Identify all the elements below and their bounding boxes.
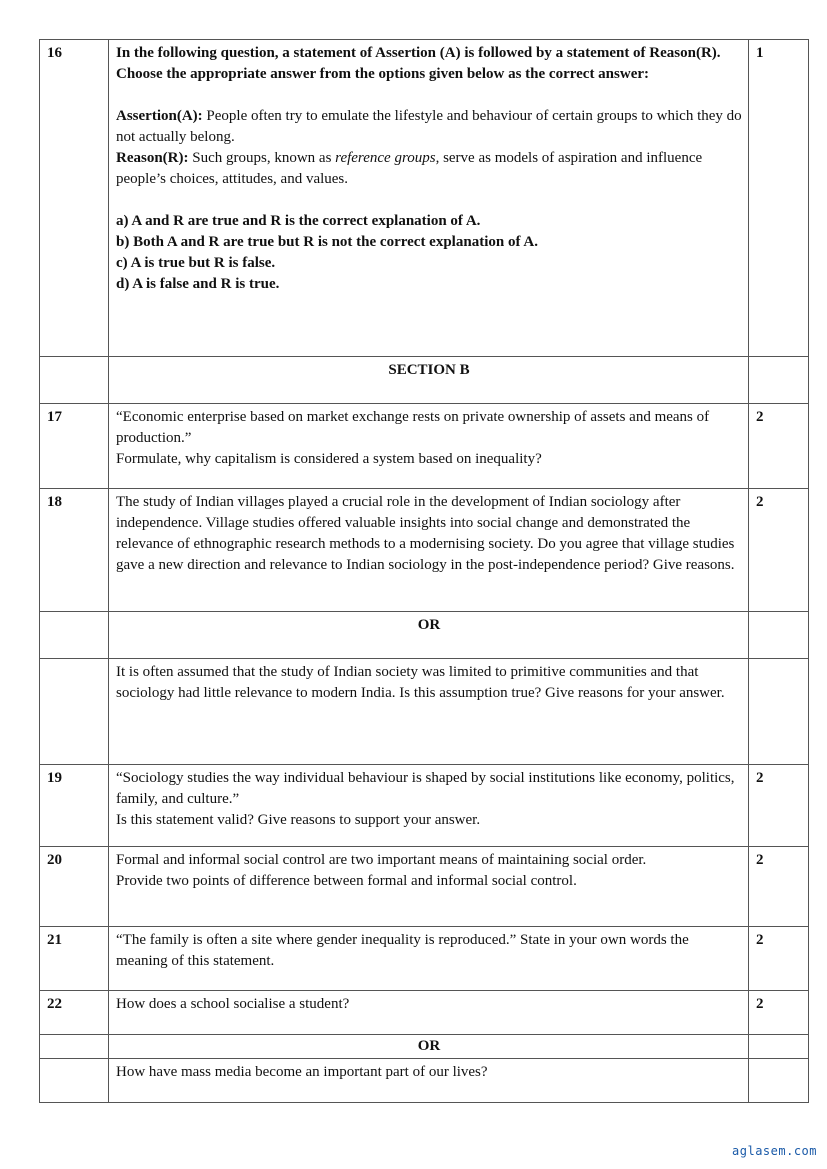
footer-watermark: aglasem.com [732,1144,817,1158]
empty-cell [749,612,809,659]
question-line: “Sociology studies the way individual behaviour is shaped by social institutions like economy, politics, family, and culture.” [116,770,735,807]
option-a: a) A and R are true and R is the correct explanation of A. [116,213,481,229]
question-row-16 [40,40,809,357]
question-line: Formal and informal social control are two important means of maintaining social order. [116,852,647,868]
reason-italic: reference groups [335,150,436,166]
question-text [109,847,749,927]
question-row-19 [40,765,809,847]
question-number: 18 [40,489,109,612]
assertion [116,106,742,148]
empty-cell [40,1059,109,1103]
question-text: It is often assumed that the study of Indian society was limited to primitive communities and that sociology had little relevance to modern India. Is this assumption true? Give reasons for your answer. [109,659,749,765]
question-line: Formulate, why capitalism is considered a system based on inequality? [116,451,542,467]
or-label: OR [109,612,749,659]
question-line: Is this statement valid? Give reasons to support your answer. [116,812,481,828]
question-marks: 1 [749,40,809,357]
assertion-text: People often try to emulate the lifestyle and behaviour of certain groups to which they do not actually belong. [116,108,742,145]
question-number: 17 [40,404,109,489]
reason-post: , serve as models of aspiration and influence people’s choices, attitudes, and values. [116,150,703,187]
question-row-21 [40,927,809,991]
or-label: OR [109,1035,749,1059]
empty-cell [749,659,809,765]
question-intro: In the following question, a statement of Assertion (A) is followed by a statement of Reason(R). Choose the appropriate answer from the options given below as the correct answer: [116,45,721,82]
empty-cell [40,1035,109,1059]
section-row [40,357,809,404]
question-number: 16 [40,40,109,357]
question-marks: 2 [749,404,809,489]
question-row-22-alt [40,1059,809,1103]
question-line: “Economic enterprise based on market exchange rests on private ownership of assets and means of production.” [116,409,710,446]
question-number: 21 [40,927,109,991]
question-paper-table [39,39,809,1103]
question-marks: 2 [749,991,809,1035]
reason-pre: Such groups, known as [188,150,336,166]
question-line: Provide two points of difference between formal and informal social control. [116,873,577,889]
empty-cell [749,357,809,404]
question-row-18-alt [40,659,809,765]
empty-cell [40,357,109,404]
reason [116,148,742,190]
question-row-20 [40,847,809,927]
question-text [109,765,749,847]
question-number: 20 [40,847,109,927]
option-d: d) A is false and R is true. [116,276,280,292]
question-text: “The family is often a site where gender inequality is reproduced.” State in your own words the meaning of this statement. [109,927,749,991]
option-c: c) A is true but R is false. [116,255,276,271]
question-row-17 [40,404,809,489]
question-number: 19 [40,765,109,847]
empty-cell [40,659,109,765]
option-b: b) Both A and R are true but R is not the correct explanation of A. [116,234,538,250]
question-text: How does a school socialise a student? [109,991,749,1035]
assertion-label: Assertion(A): [116,108,203,124]
reason-label: Reason(R): [116,150,189,166]
question-text: The study of Indian villages played a crucial role in the development of Indian sociology after independence. Village studies offered valuable insights into social change and demonstrated the relevance of ethnographic research methods to a modernising society. Do you agree that village studies gave a new direction and relevance to Indian sociology in the post-independence period? Give reasons. [109,489,749,612]
question-marks: 2 [749,765,809,847]
empty-cell [749,1035,809,1059]
question-text [109,404,749,489]
question-text: How have mass media become an important part of our lives? [109,1059,749,1103]
empty-cell [40,612,109,659]
question-number: 22 [40,991,109,1035]
empty-cell [749,1059,809,1103]
section-title: SECTION B [109,357,749,404]
question-marks: 2 [749,489,809,612]
question-marks: 2 [749,847,809,927]
or-row [40,612,809,659]
question-text [109,40,749,357]
question-row-22 [40,991,809,1035]
question-row-18 [40,489,809,612]
question-marks: 2 [749,927,809,991]
or-row [40,1035,809,1059]
